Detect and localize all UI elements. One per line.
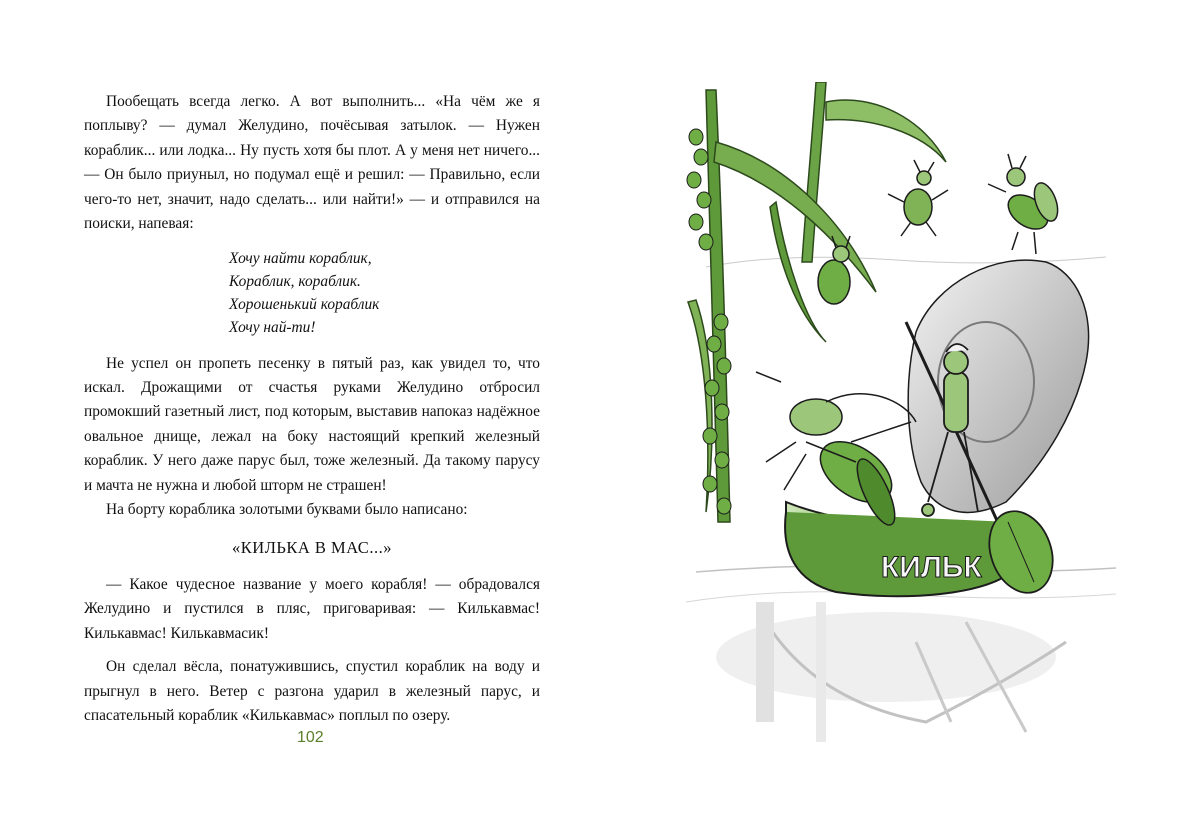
can-label: КИЛЬК [881,551,982,584]
grasshopper [756,372,916,515]
poem-line: Хочу най-ти! [229,318,316,336]
tin-can-boat [785,502,1015,596]
paragraph: — Какое чудесное название у моего корабля! — обрадовался Желудино и пустился в пляс, приговаривая: — Килькавмас! Килькавмас! Килькавмасик! [84,575,540,642]
page-number: 102 [297,729,324,746]
poem-line: Хочу найти кораблик, [229,250,372,268]
poem [229,248,540,339]
paragraph: Он сделал вёсла, понатужившись, спустил кораблик на воду и прыгнул в него. Ветер с разгона ударил в железный парус, и спасательный кораблик «Килькавмас» поплыл по озеру. [84,658,540,724]
boat-name-sign: «КИЛЬКА В МАС...» [232,538,392,558]
poem-line: Хорошенький кораблик [229,296,380,314]
illustration [666,82,1126,750]
poem-line: Кораблик, кораблик. [229,273,361,291]
paragraph: На борту кораблика золотыми буквами было написано: [106,501,468,519]
text-page [84,90,540,728]
illustration-drawing [666,82,1126,750]
paragraph: Не успел он пропеть песенку в пятый раз, как увидел то, что искал. Дрожащими от счастья руками Желудино отбросил промокший газетный лист, под которым, выставив напоказ надёжное овальное днище, лежал на боку настоящий крепкий железный кораблик. У него даже парус был, тоже железный. Да такому парусу и мачта не нужна и любой шторм не страшен! [84,354,540,494]
paragraph: Пообещать всегда легко. А вот выполнить... «На чём же я поплыву? — думал Желудино, почёсывая затылок. — Нужен кораблик... или лодка... Ну пусть хотя бы плот. А у меня нет ничего... — Он было приуныл, но подумал ещё и решил: — Правильно, если чего-то нет, значит, надо сделать... или найти!» — и отправился на поиски, напевая: [84,93,540,233]
flying-beetle [888,160,948,236]
reflection [716,602,1066,742]
flying-beetle [988,154,1062,254]
